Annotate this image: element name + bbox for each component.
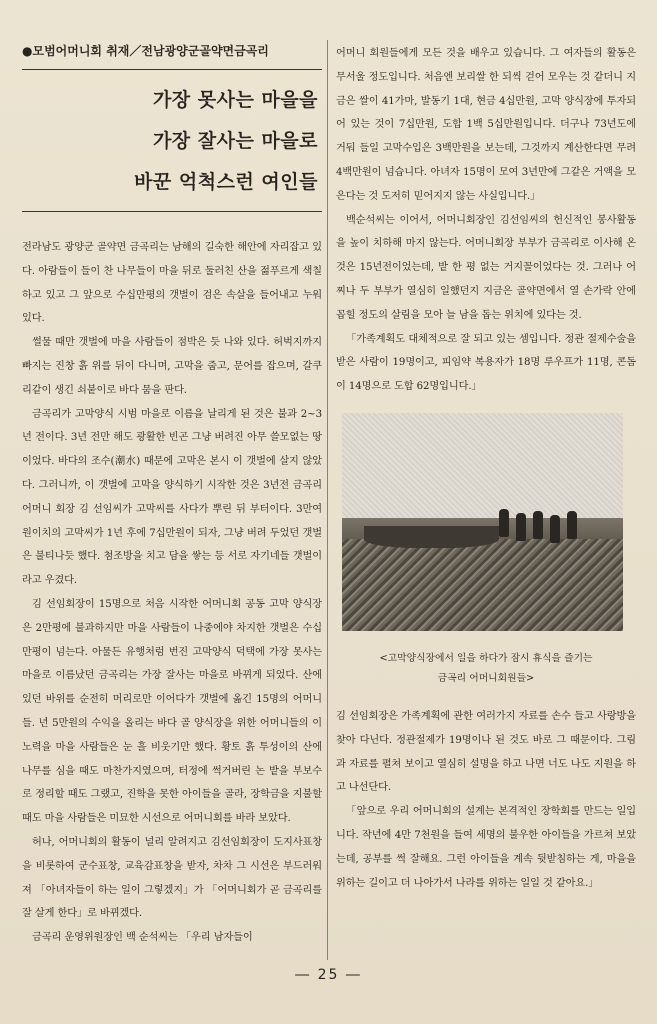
tidal-flat-photo (342, 413, 623, 631)
column-divider (327, 40, 328, 960)
body-paragraph: 금곡리 운영위원장인 백 순석씨는 「우리 남자들이 (32, 932, 253, 944)
photo-caption (336, 649, 636, 689)
caption-line-2: 금곡리 어머니회원들> (437, 672, 535, 684)
photo-sky (342, 413, 623, 533)
photo-person (550, 515, 560, 543)
photo-person (567, 511, 577, 539)
photo-person (499, 509, 509, 537)
article-kicker: ●모범어머니회 취재／전남광양군골약면금곡리 (22, 42, 322, 70)
photo-boat (364, 526, 499, 548)
article-headline (22, 80, 318, 203)
body-paragraph: 금곡리가 고막양식 시범 마을로 이름을 날리게 된 것은 불과 2~3년 전이다. 3년 전만 해도 광활한 빈곤 그냥 버려진 아무 쓸모없는 땅이었다. 바다의 조수(潮水) 때문에 고막은 본시 이 갯벌에 살지 않았다. 그러니까, 이 갯벌에 고막을 양식하기 시작한 것은 3년전 금곡리 어머니 회장 김 선임씨가 고막씨를 사다가 뿌린 뒤 부터이다. 3만여원이치의 고막씨가 1년 후에 7십만원이 되자, 그냥 버려 두었던 갯벌은 불티나듯 했다. 첨조방을 치고 담을 쌓는 등 서로 자기네들 갯벌이라고 우겼다. (22, 408, 322, 587)
headline-line-3: 바꾼 억척스런 여인들 (134, 171, 318, 193)
body-paragraph: 전라남도 광양군 골약면 금곡리는 남해의 길숙한 해안에 자리잡고 있다. 아람들이 들이 찬 나무들이 마을 뒤로 둘러친 산을 젊푸르게 색칠하고 있고 그 앞으로 수십만평의 갯벌이 검은 속살을 들어내고 누워 있다. (22, 242, 322, 325)
headline-line-2: 가장 잘사는 마을로 (152, 130, 318, 152)
body-paragraph: 「가족계획도 대체적으로 잘 되고 있는 셈입니다. 정관 절제수술을 받은 사람이 19명이고, 피임약 복용자가 18명 루우프가 11명, 콘돔이 14명으로 도합 62명입니다.」 (336, 333, 636, 393)
headline-rule (22, 211, 322, 212)
body-paragraph: 썰물 때만 갯벌에 마을 사람들이 점박은 듯 나와 있다. 허벅지까지 빠지는 진창 흙 위를 뒤이 다니며, 고막을 줍고, 문어를 잡으며, 갈쿠리같이 생긴 쇠붙이로 바다 뭄을 판다. (22, 337, 322, 396)
body-paragraph: 어머니 회원들에게 모든 것을 배우고 있습니다. 그 여자들의 활동은 무서울 정도입니다. 처음엔 보리쌀 한 되씩 걷어 모우는 것 같더니 지금은 쌀이 41가마, 발동기 1대, 현금 4십만원, 고막 양식장에 투자되어 있는 것이 7십만원, 도합 1백 5십만원입니다. 더구나 73년도에 거둬 들일 고막수입은 3백만원을 보는데, 그것까지 계산한다면 무려 4백만원이 넘습니다. 아녀자 15명이 모여 3년만에 그같은 거액을 모은다는 것 도저히 믿어지지 않는 사실입니다.」 (336, 48, 636, 202)
left-column (22, 42, 322, 950)
page-number: ― 25 ― (295, 967, 362, 983)
photo-person (516, 513, 526, 541)
body-paragraph: 김 선임회장이 15명으로 처음 시작한 어머니회 공동 고막 양식장은 2만평에 불과하지만 마을 사람들이 나중에야 차지한 갯벌은 수십만평이 넘는다. 아물든 유행처럼 번진 고막양식 덕택에 가장 못사는 마을로 이름났던 금곡리는 가장 잘사는 마을로 바뀌게 되었다. 산에 있던 바위를 순전히 머리로만 이어다가 갯벌에 옮긴 15명의 어머니들. 년 5만원의 수익을 올리는 바다 골 양식장을 위한 어머니들의 이 노력을 마을 사람들은 눈 흘 비웃기만 했다. 황토 흙 투성이의 산에 나무를 심을 때도 마찬가지였으며, 터정에 썩거버린 논 밭을 부보수로 정리할 때도 그랬고, 진학을 못한 아이들을 골라, 장학금을 지불할 때도 마을 사람들은 미묘한 시선으로 어머니회를 바라 보았다. (22, 598, 322, 825)
caption-line-1: <고막양식장에서 일을 하다가 잠시 휴식을 즐기는 (379, 652, 593, 664)
headline-line-1: 가장 못사는 마을을 (152, 89, 318, 111)
body-paragraph: 허나, 어머니회의 활동이 널리 알려지고 김선임회장이 도지사표창을 비롯하여 군수표창, 교육감표창을 받자, 차차 그 시선은 부드러워져 「아녀자들이 하는 일이 그렇겠지」가 「어머니회가 곧 금곡리를 잘 살게 한다」로 바뀌겠다. (22, 836, 322, 920)
photo-mudflat (342, 539, 623, 631)
body-paragraph: 「앞으로 우리 어머니회의 설계는 본격적인 장학회를 만드는 일입니다. 작년에 4만 7천원을 들여 세명의 불우한 아이들을 가르쳐 보았는데, 공부를 썩 잘해요. 그런 아이들을 계속 뒷받침하는 게, 마을을 위하는 길이고 더 나아가서 나라를 위하는 일일 것 같아요.」 (336, 806, 636, 889)
right-column (336, 42, 636, 895)
body-paragraph: 백순석씨는 이어서, 어머니회장인 김선임씨의 헌신적인 봉사활동을 높이 치하해 마지 않는다. 어머니회장 부부가 금곡리로 이사해 온 것은 15년전이었는데, 밭 한 평 없는 거지꼴이었다는 것. 그러나 어찌나 두 부부가 열심히 일했던지 지금은 골약면에서 열 손가락 안에 꼽힐 정도의 살림을 모아 늘 남을 돕는 위치에 있다는 것. (336, 214, 636, 321)
body-paragraph: 김 선임회장은 가족계획에 관한 여러가지 자료를 손수 들고 사랑방을 찾아 다닌다. 정관절제가 19명이나 된 것도 바로 그 때문이다. 그림과 자료를 펼쳐 보이고 열심히 설명을 하고 나면 너도 나도 지원을 하고 나선단다. (336, 710, 636, 794)
photo-person (533, 511, 543, 539)
